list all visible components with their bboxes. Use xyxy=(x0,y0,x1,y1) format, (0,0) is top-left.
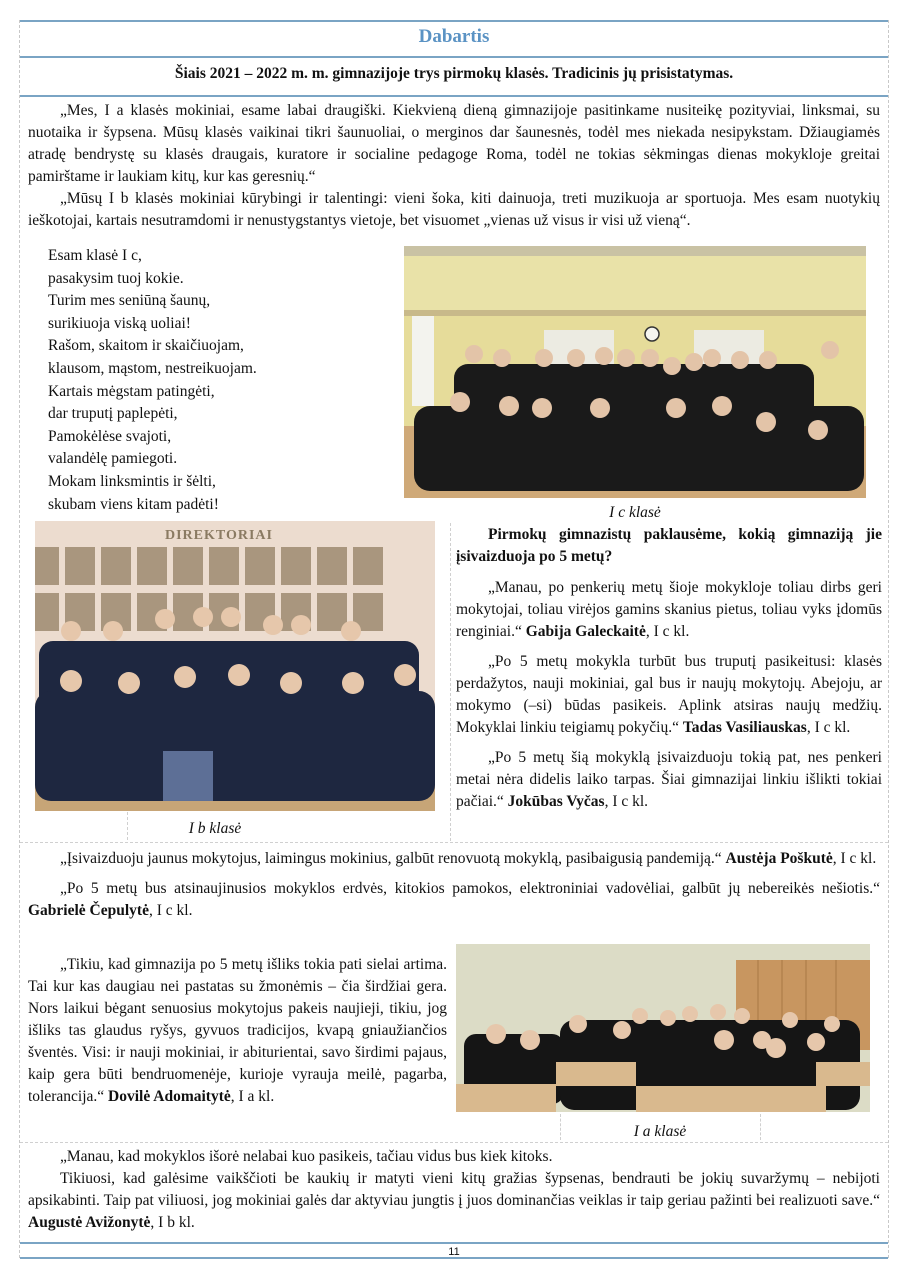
divider xyxy=(20,1142,888,1143)
poem-line: Rašom, skaitom ir skaičiuojam, xyxy=(48,337,244,355)
photo-ib-class xyxy=(35,521,435,811)
answers-full-width xyxy=(28,848,880,922)
divider xyxy=(127,812,128,840)
photo-caption-ia: I a klasė xyxy=(633,1123,687,1140)
poem-line: pasakysim tuoj kokie. xyxy=(48,269,184,287)
answer-author: Dovilė Adomaitytė xyxy=(108,1088,231,1105)
answer-author: Gabrielė Čepulytė xyxy=(28,902,149,919)
answer: „Po 5 metų šią mokyklą įsivaizduoju tokią pat, nes penkeri metai nėra didelis laiko tarpas. Šiai gimnazijai linkiu išlikti tokiai pačiai.“ Jokūbas Vyčas, I c kl. xyxy=(456,749,882,810)
rule xyxy=(20,95,888,97)
wall-sign-text: DIREKTORIAI xyxy=(165,528,273,543)
poem-line: dar truputį paplepėti, xyxy=(48,405,178,423)
poem-line: klausom, mąstom, nestreikuojam. xyxy=(48,359,257,377)
answer: „Tikiu, kad gimnazija po 5 metų išliks tokia pati sielai artima. Tai kur kas daugiau nei pastatas su žmonėmis – čia širdžiai gera. Nors laikui bėgant senuosius mokytojus pakeis naujieji, tikiu, jog išliks tas glaudus ryšys, gyvuos tradicijos, kvapą gniaužiančios šventės. Visi: ir nauji mokiniai, ir abiturientai, savo širdimi pajaus, kaip gera būti bendruomenėje, kurioje vyrauja meilė, pagarba, tolerancija.“ Dovilė Adomaitytė, I a kl. xyxy=(28,956,447,1105)
survey-question: Pirmokų gimnazistų paklausėme, kokią gimnaziją jie įsivaizduoja po 5 metų? xyxy=(456,526,882,565)
page xyxy=(19,20,889,1258)
poem-line: Turim mes seniūną šaunų, xyxy=(48,292,211,310)
poem-line: Kartais mėgstam patingėti, xyxy=(48,382,215,400)
poem-line: skubam viens kitam padėti! xyxy=(48,495,219,513)
rule xyxy=(20,56,888,58)
article-subtitle: Šiais 2021 – 2022 m. m. gimnazijoje trys pirmokų klasės. Tradicinis jų prisistatymas. xyxy=(174,65,734,82)
poem-line: Pamokėlėse svajoti, xyxy=(48,427,172,445)
page-number: 11 xyxy=(448,1246,460,1258)
rule xyxy=(20,1257,888,1259)
intro-paragraph-ib: „Mūsų I b klasės mokiniai kūrybingi ir talentingi: vieni šoka, kiti dainuoja, treti muzikuoja ar sportuoja. Mes esam nuotykių ieškotojai, kartais nesutramdomi ir nenustygstantys vietoje, bet visuomet „vienas už visus ir visi už vieną“. xyxy=(28,190,880,229)
answer-author: Tadas Vasiliauskas xyxy=(682,719,807,736)
poem-line: surikiuoja viską uoliai! xyxy=(48,314,191,332)
photo-caption-ic: I c klasė xyxy=(609,504,661,521)
rule xyxy=(20,1242,888,1244)
rule xyxy=(20,20,888,22)
answer-last xyxy=(28,1146,880,1234)
answer: Tikiuosi, kad galėsime vaikščioti be kaukių ir matyti vieni kitų gražias šypsenas, bendrauti be jokių suvaržymų – nebijoti apsikabinti. Taip pat viliuosi, jog mokiniai galės dar aktyviau jungtis į juos dominančias veiklas ir taip geriau pažinti bei realizuoti save.“ Augustė Avižonytė, I b kl. xyxy=(28,1170,880,1231)
answer-author: Austėja Poškutė xyxy=(725,850,833,867)
photo-ia-class xyxy=(456,944,870,1112)
poem-ic xyxy=(48,245,257,516)
poem-line: valandėlę pamiegoti. xyxy=(48,450,178,468)
poem-line: Esam klasė I c, xyxy=(48,247,142,264)
divider xyxy=(760,1114,761,1140)
intro-text xyxy=(28,100,880,232)
divider xyxy=(20,842,888,843)
answer-author: Jokūbas Vyčas xyxy=(507,793,605,810)
photo-ic-class xyxy=(404,246,866,498)
answer: „Įsivaizduoju jaunus mokytojus, laimingus mokinius, galbūt renovuotą mokyklą, pasibaigusią pandemiją.“ Austėja Poškutė, I c kl. xyxy=(60,850,877,867)
divider xyxy=(560,1114,561,1140)
intro-paragraph-ia: „Mes, I a klasės mokiniai, esame labai draugiški. Kiekvieną dieną gimnazijoje pasitinkame nusiteikę pozityviai, linksmai, su nuotaika ir šypsena. Mūsų klasės vaikinai tikri šaunuoliai, o merginos dar šaunesnės, todėl mes niekada nesipykstam. Džiaugiamės atradę bendrystę su klasės draugais, kuratore ir socialine pedagoge Roma, todėl ne tokias sėkmingas dienas mokykloje greitai pamirštame ir laukiam kitų, kur kas geresnių.“ xyxy=(28,102,880,185)
divider xyxy=(450,523,451,841)
answer-left-column xyxy=(28,954,447,1108)
answer: „Po 5 metų bus atsinaujinusios mokyklos erdvės, kitokios pamokos, elektroniniai vadovėliai, galbūt jų nebereikės nešiotis.“ Gabrielė Čepulytė, I c kl. xyxy=(28,880,880,919)
answer: „Manau, po penkerių metų šioje mokykloje toliau dirbs geri mokytojai, toliau virėjos gamins skanius pietus, toliau vyks įdomūs renginiai.“ Gabija Galeckaitė, I c kl. xyxy=(456,579,882,640)
photo-caption-ib: I b klasė xyxy=(188,820,242,837)
answer: „Po 5 metų mokykla turbūt bus truputį pasikeitusi: klasės perdažytos, nauji mokiniai, gal bus ir naujų mokytojų. Abejoju, ar mokymo (–si) būdas pasikeis. Aplink atsiras naujų medžių. Mokyklai linkiu teigiamų pokyčių.“ Tadas Vasiliauskas, I c kl. xyxy=(456,653,882,736)
section-title: Dabartis xyxy=(418,26,490,47)
poem-line: Mokam linksmintis ir šėlti, xyxy=(48,472,216,490)
answer-intro-line: „Manau, kad mokyklos išorė nelabai kuo pasikeis, tačiau vidus bus kiek kitoks. xyxy=(60,1148,553,1165)
answer-author: Gabija Galeckaitė xyxy=(525,623,646,640)
survey-column xyxy=(456,524,882,821)
answer-author: Augustė Avižonytė xyxy=(28,1214,151,1231)
